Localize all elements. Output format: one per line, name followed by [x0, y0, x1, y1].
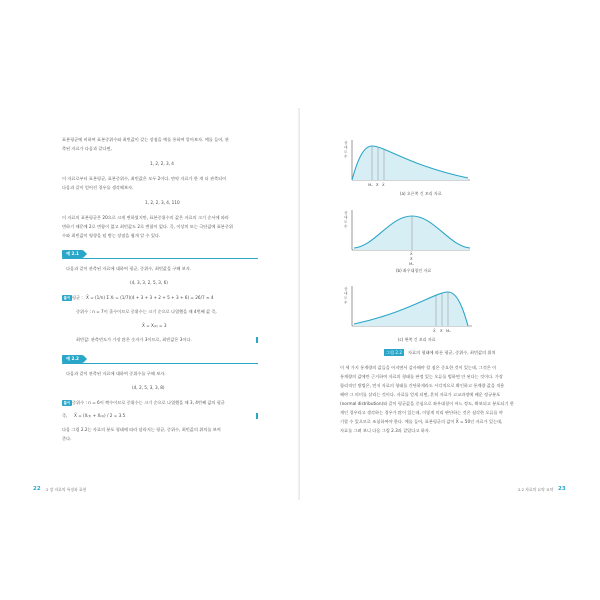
- panel-c-caption: (c) 왼쪽 긴 꼬리 자료: [398, 337, 436, 342]
- median-formula-1: X̃ = X₍₄₎ = 3: [142, 323, 167, 328]
- median-even-prefix: 즉,: [62, 413, 68, 418]
- panel-a-y-axis-label: 상 대 도 수: [344, 141, 348, 159]
- example-2-1-label: [62, 249, 87, 258]
- panel-b-mark-mean: X̄: [410, 251, 413, 256]
- example-2-2-rule: [62, 363, 258, 364]
- panel-c-left-skewed: [340, 284, 540, 344]
- panel-b-y-axis-label: 상 대 도 수: [344, 211, 348, 229]
- body-line-3: 합리적인 방법은, 먼저 자료의 형태를 간단하게라도 시각적으로 확인하고 통계량 값을 적용: [340, 383, 505, 388]
- panel-c-y-axis-label: 상 대 도 수: [344, 287, 348, 305]
- panel-a-mark-mode: Mₒ: [368, 182, 373, 187]
- paragraph-3-line-2: 변하기 때문에 2로 변함이 없고 최빈값도 2로 변함이 없다. 즉, 이상치 또는 극단값에 표본중위: [62, 224, 233, 229]
- panel-c-mark-mode: Mₒ: [446, 328, 451, 333]
- paragraph-3-line-3: 수와 최빈값이 영향을 덜 받는 장점을 쉽게 알 수 있다.: [62, 233, 161, 238]
- closing-line-2: 준다.: [62, 436, 72, 441]
- mean-formula: X̄ = (1/n) Σ Xᵢ = (1/7)(4 + 3 + 3 + 2 + 5 + 3 + 6) = 26/7 ≈ 4: [86, 295, 214, 300]
- paragraph-3-line-1: 이 자료의 표본평균은 20으로 크게 변하였지만, 표본중위수의 값은 자료의 크기 순서에 따라: [62, 215, 229, 220]
- panel-a-mark-mean: X̄: [382, 182, 385, 187]
- example-2-1-end-mark: [256, 337, 258, 343]
- example-2-2-problem: 다음과 같이 관측된 자료에 대하여 중위수를 구해 보자.: [66, 371, 166, 376]
- mean-label: 평균 :: [72, 295, 83, 300]
- figure-caption-text: 자료의 형태에 따른 평균, 중위수, 최빈값의 위치: [408, 350, 496, 355]
- intro-line-1: 표본평균에 비하여 표본중위수와 최빈값이 갖는 장점을 예를 통하여 알아보자. 예를 들어, 관: [62, 137, 229, 142]
- panel-c-fill: [354, 292, 468, 326]
- intro-line-2: 측된 자료가 다음과 같다면,: [62, 146, 112, 151]
- example-2-2-label: [62, 354, 87, 363]
- body-line-1: 이 세 가지 통계량의 값들을 어지면서 감사해야 할 점은 중요한 것이 있는데, 그것은 이: [340, 365, 497, 370]
- left-running-head: 2 장 자료의 특징과 표현: [46, 487, 87, 492]
- right-page-number: 23: [558, 486, 566, 492]
- body-line-5: (normal distribution)와 같이 평균값을 중심으로 좌우대칭이 어느 정도, 확보되고 분포되기 한: [340, 401, 514, 406]
- left-page-number: 22: [33, 486, 41, 492]
- median-even-formula: X̃ = (X₍₃₎ + X₍₄₎) / 2 = 3.5: [74, 413, 126, 418]
- panel-a-mark-median: X̃: [376, 182, 379, 187]
- median-explanation: 중위수 : n = 7이 홀수이므로 중위수는 크기 순으로 나열했을 때 4번째 값 즉,: [76, 309, 217, 314]
- panel-b-mark-median: X̃: [410, 256, 413, 261]
- body-line-8: 자료를 그려 보니 다음 그림 2.3과 같았다고 하자.: [340, 428, 431, 433]
- paragraph-2-line-1: 이 자료로부터 표본평균, 표본중위수, 최빈값은 모두 2이다. 만약 자료가 한 개 더 관측되어: [62, 176, 227, 181]
- panel-b-mark-mode: Mₒ: [409, 261, 414, 266]
- panel-b-caption: (b) 좌우대칭인 자료: [396, 268, 432, 273]
- panel-c-mark-mean: X̄: [433, 328, 436, 333]
- example-2-1-chip: 예 2.1: [62, 250, 83, 258]
- right-page: [300, 108, 600, 500]
- example-2-2-end-mark: [256, 413, 258, 419]
- example-2-1-problem: 다음과 같이 관측된 자료에 대하여 평균, 중위수, 최빈값을 구해 보자.: [66, 266, 192, 271]
- closing-line-1: 다음 그림 2.2는 자료의 분포 형태에 따라 달라지는 평균, 중위수, 최빈값의 위치를 보여: [62, 427, 221, 432]
- data-example-1: 1, 2, 2, 3, 4: [150, 161, 174, 166]
- example-2-2-data: (4, 2, 5, 3, 3, 8): [132, 385, 165, 390]
- body-line-7: 기할 수 있으므로 조심하여야 한다. 예를 들어, 표본평균의 값이 X̄ = 50인 자료가 있는데,: [340, 419, 503, 424]
- panel-a-right-skewed: [340, 138, 540, 198]
- panel-a-fill: [352, 146, 468, 180]
- panel-a-caption: (a) 오른쪽 긴 꼬리 자료: [400, 191, 442, 196]
- right-running-head: 2.2 자료의 요약 요약: [518, 487, 554, 492]
- figure-caption-label: 그림 2.2: [386, 350, 403, 355]
- example-2-2-solution-chip: 풀이: [63, 401, 71, 405]
- data-example-2: 1, 2, 2, 3, 4, 110: [145, 200, 180, 205]
- body-line-4: 해야 그 의미를 살리는 것이다. 자료를 얻게 되면, 흔히 자료가 고교과정에 배운 정규분포: [340, 392, 501, 397]
- panel-b-symmetric: [340, 206, 540, 276]
- example-2-1-rule: [62, 258, 258, 259]
- panel-c-mark-median: X̃: [440, 328, 443, 333]
- example-chip-arrow-icon: [83, 250, 87, 258]
- paragraph-2-line-2: 다음과 같이 얻어진 경우를 생각해보자.: [62, 185, 134, 190]
- left-page: [0, 108, 300, 500]
- example-2-1-solution-chip: 풀이: [63, 296, 71, 300]
- median-even-explanation: 중위수 : n = 6이 짝수이므로 중위수는 크기 순으로 나열했을 때 3, 4번째 값의 평균: [72, 400, 225, 405]
- body-line-6: 계인 경우라고 생각하는 경우가 많이 있는데, 이렇게 미리 판단하는 것은 심각한 오류를 야: [340, 410, 503, 415]
- body-line-2: 통계량의 값에만 근거하여 자료의 형태를 판정 있는 오류를 범하면 안 된다는 것이다. 가장: [340, 374, 503, 379]
- mode-explanation: 최빈값: 관측빈도가 가장 많은 숫자가 3이므로, 최빈값은 3이다.: [76, 337, 192, 342]
- example-chip-arrow-icon: [83, 355, 87, 363]
- example-2-1-data: (4, 3, 3, 2, 5, 3, 6): [130, 280, 168, 285]
- example-2-2-chip: 예 2.2: [62, 355, 83, 363]
